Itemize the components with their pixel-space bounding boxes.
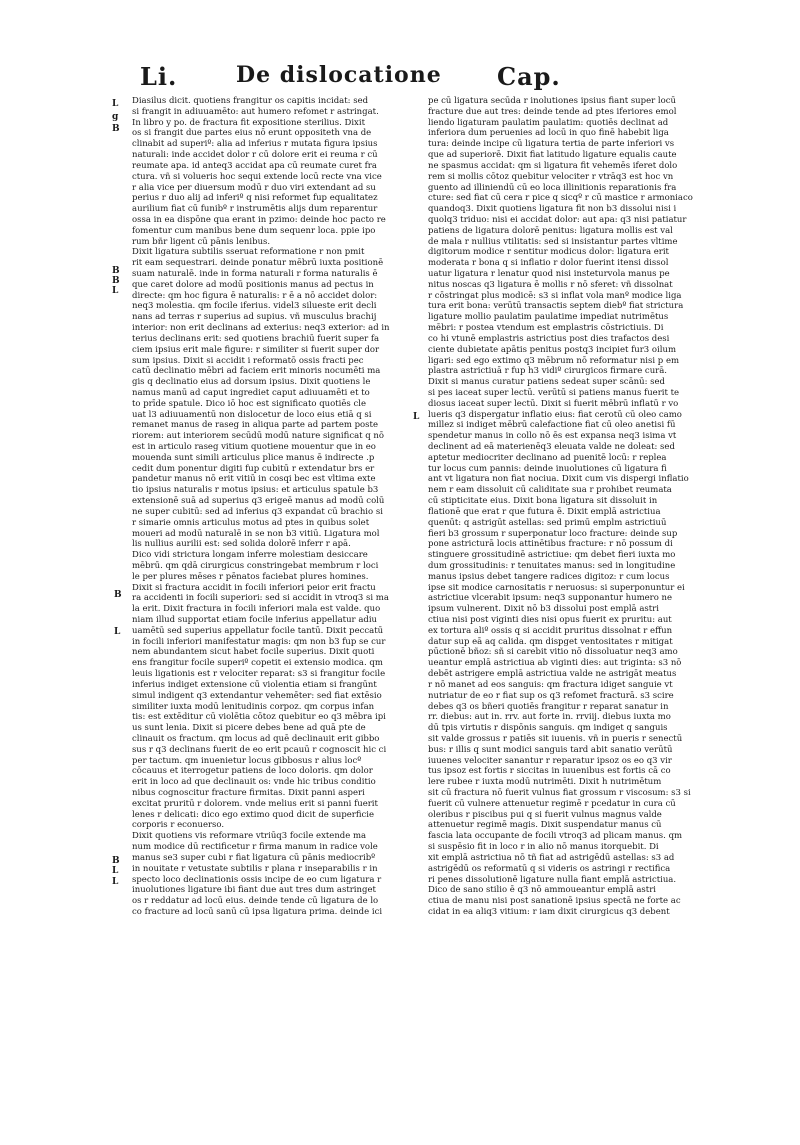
text-line: namus manū ad caput ingrediet caput adiuuamēti et to bbox=[132, 387, 370, 398]
text-line: neq3 molestia. qm focile iferius. videl3 silueste erit decli bbox=[132, 301, 377, 312]
text-line: rem si mollis cōtoz quebitur velociter r vtrāq3 est hoc vn bbox=[428, 171, 674, 182]
text-line: os r reddatur ad locū eius. deinde tende cū ligatura de lo bbox=[132, 896, 379, 907]
text-line: ne super cubitū: sed ad inferius q3 expandat cū brachio si bbox=[132, 506, 383, 517]
text-line: sum ipsius. Dixit si accidit i reformatō ossis fracti pec bbox=[132, 355, 364, 366]
text-line: r simarie omnis articulus motus ad ptes in quibus solet bbox=[132, 517, 370, 528]
text-line: ens frangitur focile superiº copetit ei extensio modica. qm bbox=[132, 658, 383, 669]
text-line: num modice dū rectificetur r firma manum in radice vole bbox=[132, 842, 378, 853]
text-line: tura erit bona: verūtū transactis septem diebº fiat strictura bbox=[428, 301, 684, 312]
text-line: uatur ligatura r lenatur quod nisi insteturvola manus pe bbox=[428, 269, 670, 279]
text-line: ra accidenti in focili superiori: sed si accidit in vtroq3 si ma bbox=[132, 593, 389, 604]
text-line: quenūt: q astrigūt astellas: sed primū emplm astrictiuū bbox=[428, 517, 667, 528]
text-line: la erit. Dixit fractura in focili inferiori mala est valde. quo bbox=[132, 604, 381, 615]
margin-note: g bbox=[112, 112, 119, 122]
text-line: tio ipsius naturalis r motus ipsius: et articulus spatule b3 bbox=[132, 485, 379, 496]
text-line: astrictiue vlcerabit ipsum: neq3 supponantur humero ne bbox=[428, 593, 673, 604]
text-line: In libro y po. de fractura fit expositione sterilius. Dixit bbox=[132, 117, 365, 128]
text-line: ligari: sed ego extimo q3 mēbrum nō reformatur nisi p em bbox=[428, 355, 680, 366]
margin-note: L bbox=[112, 286, 119, 296]
text-line: de mala r nullius vtilitatis: sed si insistantur partes vltime bbox=[428, 236, 678, 247]
text-line: rum bñr ligent cū pānis lenibus. bbox=[132, 236, 271, 247]
text-line: stinguere grossitudinē astrictiue: qm debet fieri iuxta mo bbox=[428, 550, 676, 561]
text-line: dū tpis virtutis r dispōnis sanguis. qm indiget q sanguis bbox=[428, 723, 668, 734]
text-line: debes q3 os bñeri quotiēs frangitur r reparat sanatur in bbox=[428, 701, 669, 712]
text-line: est in articulo raseg vitium quotiene mouentur que in eo bbox=[132, 442, 376, 452]
text-line: debēt astrigere emplā astrictiua valde ne astrigāt meatus bbox=[428, 669, 677, 680]
text-line: xit emplā astrictiua nō tñ fiat ad astrigēdū astellas: s3 ad bbox=[428, 852, 675, 863]
text-line: bus: r illis q sunt modici sanguis tard abit sanatio verūtū bbox=[428, 744, 673, 755]
text-line: ossa in ea dispōne qua erant in pzimo: deinde hoc pacto re bbox=[132, 214, 386, 225]
left-text-column bbox=[132, 96, 444, 918]
text-line: naturali: inde accidet dolor r cū dolore erit ei reuma r cū bbox=[132, 150, 378, 161]
text-line: liendo ligaturam paulatim paulatim: quotiēs declinat ad bbox=[428, 117, 669, 128]
text-line: tura: deinde incipe cū ligatura tertia de parte inferiori vs bbox=[428, 139, 675, 150]
text-line: similiter iuxta modū lenitudinis corpoz. qm corpus infan bbox=[132, 701, 375, 712]
text-line: erit in loco ad que declinauit os: vnde hic tribus conditio bbox=[132, 777, 376, 788]
text-line: to prīde spatule. Dico iō hoc est significato quotiēs cle bbox=[132, 398, 366, 409]
text-line: interior: non erit declinans ad exterius: neq3 exterior: ad in bbox=[132, 323, 390, 334]
text-line: Dixit quotiens vis reformare vtriūq3 focile extende ma bbox=[132, 831, 367, 842]
text-line: iuuenes velociter sanantur r reparatur ipsoz os eo q3 vir bbox=[428, 755, 672, 766]
chapter-title: De dislocatione bbox=[236, 62, 442, 88]
cap-label: Cap. bbox=[497, 62, 561, 91]
text-line: oleribus r piscibus pui q si fuerit vulnus magnus valde bbox=[428, 809, 662, 820]
text-line: ueantur emplā astrictiua ab viginti dies: aut triginta: s3 nō bbox=[428, 658, 682, 669]
text-line: moderata r bona q si inflatio r dolor fuerint itensi dissol bbox=[428, 258, 669, 269]
text-line: Dico vidi strictura longam inferre molestiam desiccare bbox=[132, 550, 368, 561]
text-line: Dico de sano stilio ē q3 nō ammoueantur emplā astri bbox=[428, 885, 656, 896]
margin-note: B bbox=[112, 276, 120, 286]
text-line: pone astricturā locis attinētibus fracture: r nō possum di bbox=[428, 539, 673, 550]
text-line: ex tortura aliº ossis q si accidit pruritus dissolnat r effun bbox=[428, 625, 673, 636]
text-line: inferius indiget extensione cū violentia etiam si frangūnt bbox=[132, 679, 377, 690]
text-line: si frangit in adiuuamēto: aut humero refomet r astringat. bbox=[132, 106, 379, 117]
margin-note: B bbox=[114, 590, 122, 600]
margin-note: L bbox=[114, 627, 121, 637]
text-line: nibus cognoscitur fracture firmitas. Dixit panni asperi bbox=[132, 788, 365, 798]
text-line: reumate apa. id anteq3 accidat apa cū reumate curet fra bbox=[132, 160, 377, 171]
text-line: ant vt ligatura non fiat nociua. Dixit cum vis dispergi inflatio bbox=[428, 474, 689, 485]
text-line: Dixit ligatura subtilis sseruat reformatione r non pmit bbox=[132, 247, 365, 258]
text-line: ipsum vulnerent. Dixit nō b3 dissolui post emplā astri bbox=[428, 604, 659, 615]
text-line: sus r q3 declinans fuerit de eo erit pcauū r cognoscit hic ci bbox=[132, 744, 387, 755]
text-line: que ad superiorē. Dixit fiat latitudo ligature equalis caute bbox=[428, 150, 677, 161]
text-line: in nouitate r vetustate subtilis r plana r inseparabilis r in bbox=[132, 863, 378, 874]
text-line: specto loco declinationis ossis incipe de eo cum ligatura r bbox=[132, 874, 382, 885]
text-line: plastra astrictiuā r fup h3 vidiº cirurgicos firmare curā. bbox=[428, 366, 668, 377]
text-line: terius declinans erit: sed quotiens brachiū fuerit super fa bbox=[132, 333, 380, 344]
margin-note: L bbox=[112, 866, 119, 876]
text-line: inuolutiones ligature ibi fiant due aut tres dum astringet bbox=[132, 885, 376, 896]
text-line: moueri ad modū naturalē in se non b3 vitiū. Ligatura mol bbox=[132, 528, 380, 539]
text-line: Dixit si manus curatur patiens sedeat super scānū: sed bbox=[428, 377, 665, 388]
text-line: nutriatur de eo r fiat sup os q3 refomet fracturā. s3 scire bbox=[428, 690, 674, 701]
text-line: clinauit os fractum. qm locus ad quē declinauit erit gibbo bbox=[132, 733, 380, 744]
text-line: quolq3 triduo: nisi ei accidat dolor: aut apa: q3 nisi patiatur bbox=[428, 214, 687, 225]
text-line: in focili inferiori manifestatur magis: qm non b3 fup se cur bbox=[132, 636, 386, 647]
text-line: aurilium fiat cū funibº r instrumētis alijs dum reparentur bbox=[132, 204, 378, 215]
margin-note: L bbox=[112, 99, 119, 109]
text-line: pandetur manus nō erit vitiū in cosqi bec est vltima exte bbox=[132, 474, 376, 485]
text-line: ctiua de manu nisi post sanationē ipsius spectā ne forte ac bbox=[428, 896, 681, 907]
text-line: leuis ligationis est r velociter reparat: s3 si frangitur focile bbox=[132, 669, 386, 680]
text-line: pe cū ligatura secūda r inolutiones ipsius fiant super locū bbox=[428, 96, 676, 106]
text-line: cidat in ea aliq3 vitium: r iam dixit cirurgicus q3 debent bbox=[428, 906, 670, 917]
text-line: ciente dubietate apātis penitus postq3 incipiet fur3 oilum bbox=[428, 344, 677, 355]
text-line: suam naturalē. inde in forma naturali r forma naturalis ē bbox=[132, 269, 378, 279]
margin-note: B bbox=[112, 856, 120, 866]
text-line: mēbri: r postea vtendum est emplastris cōstrictiuis. Di bbox=[428, 323, 664, 334]
text-line: catū declinatio mēbri ad faciem erit minoris nocumēti ma bbox=[132, 366, 381, 377]
text-line: lenes r delicati: dico ego extimo quod dicit de superficie bbox=[132, 809, 375, 820]
text-line: ri penes dissolutionē ligature nulla fiant emplā astrictiua. bbox=[428, 874, 677, 885]
text-line: flationē que erat r que futura ē. Dixit emplā astrictiua bbox=[428, 506, 661, 517]
text-line: manus ipsius debet tangere radices digitoz: r cum locus bbox=[428, 571, 670, 582]
text-line: us sunt lenia. Dixit si picere debes bene ad quā pte de bbox=[132, 723, 366, 734]
text-line: que caret dolore ad modū positionis manus ad pectus in bbox=[132, 279, 374, 290]
text-line: ctiua nisi post viginti dies nisi opus fuerit ex pruritu: aut bbox=[428, 615, 672, 625]
text-line: tis: est extēditur cū violētia cōtoz quebitur eo q3 mēbra ipi bbox=[132, 712, 386, 723]
text-line: rr. diebus: aut in. rrv. aut forte in. rrviij. diebus iuxta mo bbox=[428, 712, 671, 723]
text-line: ipse sit modice carnositatis r neruosus: si superponuntur ei bbox=[428, 582, 685, 593]
margin-note: L bbox=[112, 877, 119, 887]
text-line: millez si indiget mēbrū calefactione fiat cū oleo anetisi fū bbox=[428, 420, 676, 431]
text-line: manus se3 super cubi r fiat ligatura cū pānis mediocribº bbox=[132, 852, 376, 863]
text-line: nitus noscas q3 ligatura ē mollis r nō sferet: vñ dissolnat bbox=[428, 279, 673, 290]
text-line: Dixit si fractura accidit in focili inferiori peior erit fractu bbox=[132, 582, 376, 593]
text-line: sit valde grossus r patiēs sit iuuenis. vñ in pueris r senectū bbox=[428, 733, 683, 744]
text-line: nans ad terras r superius ad supius. vñ musculus brachij bbox=[132, 312, 377, 323]
right-text-column bbox=[428, 96, 740, 918]
text-line: uamētū sed superius appellatur focile tantū. Dixit peccatū bbox=[132, 625, 384, 636]
text-line: co fracture ad locū sanū cū ipsa ligatura prima. deinde ici bbox=[132, 906, 383, 917]
text-line: sit cū fractura nō fuerit vulnus fiat grossum r viscosum: s3 si bbox=[428, 788, 691, 798]
text-line: si suspēsio fit in loco r in alio nō manus itorquebit. Di bbox=[428, 842, 659, 853]
text-line: r alia vice per diuersum modū r duo viri extendant ad su bbox=[132, 182, 376, 193]
text-line: cedit dum ponentur digiti fup cubitū r extendatur brs er bbox=[132, 463, 375, 474]
text-line: dum grossitudinis: r tenuitates manus: sed in longitudine bbox=[428, 560, 676, 571]
text-line: lis nullius aurilii est: sed solida dolorē inferr r apā. bbox=[132, 539, 351, 550]
text-line: datur sup eā aq calida. qm dispget ventositates r mitigat bbox=[428, 636, 673, 647]
text-line: directe: qm hoc figura ē naturalis: r ē a nō accidet dolor: bbox=[132, 290, 378, 301]
text-line: quandoq3. Dixit quotiens ligatura fit non b3 dissolui nisi i bbox=[428, 204, 677, 215]
text-line: declinent ad eā materienēq3 eleuata valde ne doleat: sed bbox=[428, 442, 675, 452]
text-line: le per plures mēses r pēnatos faciebat plures homines. bbox=[132, 571, 369, 582]
text-line: tur locus cum pannis: deinde inuolutiones cū ligatura fi bbox=[428, 463, 667, 474]
text-line: simul indigent q3 extendantur vehemēter: sed fiat extēsio bbox=[132, 690, 382, 701]
text-line: lere rubee r iuxta modū nutrimēti. Dixit h nutrimētum bbox=[428, 777, 662, 788]
text-line: inferiora dum peruenies ad locū in quo finē habebit liga bbox=[428, 128, 669, 139]
text-line: corporis r econuerso. bbox=[132, 820, 225, 831]
text-line: riorem: aut interiorem secūdū modū nature significat q nō bbox=[132, 431, 385, 442]
text-line: rit eam sequestrari. deinde ponatur mēbrū iuxta positionē bbox=[132, 258, 384, 269]
text-line: os si frangit due partes eius nō erunt oppositeth vna de bbox=[132, 128, 372, 139]
text-line: fascia lata occupante de focili vtroq3 ad plicam manus. qm bbox=[428, 831, 683, 842]
text-line: tus ipsoz est fortis r siccitas in iuuenibus est fortis cā co bbox=[428, 766, 671, 777]
text-line: mēbrū. qm qdā cirurgicus constringebat membrum r loci bbox=[132, 560, 379, 571]
text-line: clinabit ad superiº: alia ad inferius r mutata figura ipsius bbox=[132, 139, 378, 150]
text-line: co hi vtunē emplastris astrictius post dies trafactos desi bbox=[428, 333, 670, 344]
text-line: gis q declinatio eius ad dorsum ipsius. Dixit quotiens le bbox=[132, 377, 371, 388]
text-line: nem abundantem sicut habet focile superius. Dixit quoti bbox=[132, 647, 375, 658]
text-line: mouenda sunt simili articulus plice manus ē indirecte .p bbox=[132, 452, 375, 463]
text-line: niam illud supportat etiam focile inferius appellatur adiu bbox=[132, 615, 378, 625]
text-line: excitat pruritū r dolorem. vnde melius erit si panni fuerit bbox=[132, 798, 378, 809]
text-line: Diasilus dicit. quotiens frangitur os capitis incidat: sed bbox=[132, 96, 369, 106]
text-line: nem r eam dissoluit cū caliditate sua r prohibet reumata bbox=[428, 485, 672, 496]
text-line: ligature mollio paulatim paulatime impediat nutrimētus bbox=[428, 312, 669, 323]
text-line: aptetur mediocriter declinano ad puenitē locū: r replea bbox=[428, 452, 667, 463]
text-line: fracture due aut tres: deinde tende ad ptes iferiores emol bbox=[428, 106, 677, 117]
text-line: fomentur cum manibus bene dum sequenr loca. ppie ipo bbox=[132, 225, 376, 236]
text-line: ciem ipsius erit male figure: r similiter si fuerit super dor bbox=[132, 344, 380, 355]
text-line: extensionē suā ad superius q3 erigeē manus ad modū colū bbox=[132, 496, 385, 507]
text-line: digitorum modice r sentitur modicus dolor: ligatura erit bbox=[428, 247, 669, 258]
text-line: attenuetur regimē magis. Dixit suspendatur manus cū bbox=[428, 820, 662, 831]
text-line: cōcauus et iterrogetur patiens de loco doloris. qm dolor bbox=[132, 766, 373, 777]
text-line: fieri b3 grossum r superponatur loco fracture: deinde sup bbox=[428, 528, 678, 539]
margin-note: B bbox=[112, 124, 120, 134]
margin-note: L bbox=[413, 412, 420, 422]
text-line: lueris q3 dispergatur inflatio eius: fiat cerotū cū oleo camo bbox=[428, 409, 682, 420]
text-line: guento ad illiniendū cū eo loca illinitionis reparationis fra bbox=[428, 182, 677, 193]
text-line: spendetur manus in collo nō ēs est expansa neq3 isima vt bbox=[428, 431, 677, 442]
text-line: diosus iaceat super lectū. Dixit si fuerit mēbrū inflatū r vo bbox=[428, 398, 679, 409]
text-line: patiens de ligatura dolorē penitus: ligatura mollis est val bbox=[428, 225, 673, 236]
text-line: cū stipticitate eius. Dixit bona ligatura sit dissoluit in bbox=[428, 496, 658, 507]
margin-note: B bbox=[112, 266, 120, 276]
text-line: r nō manet ad eos sanguis: qm fractura idiget sanguie vt bbox=[428, 679, 673, 690]
text-line: ctura. vñ si volueris hoc sequi extende locū recte vna vice bbox=[132, 171, 382, 182]
text-line: ne spasmus accidat: qm si ligatura fit vehemēs iferet dolo bbox=[428, 160, 678, 171]
text-line: uat l3 adiuuamentū non dislocetur de loco eius etiā q si bbox=[132, 409, 372, 420]
text-line: r cōstringat plus modicē: s3 si inflat vola manº modice liga bbox=[428, 290, 682, 301]
text-line: perius r duo alij ad inferiº q nisi reformet fup equalitatez bbox=[132, 193, 378, 204]
text-line: si pes iaceat super lectū. verūtū si patiens manus fuerit te bbox=[428, 387, 680, 398]
text-line: cture: sed fiat cū cera r pice q sicqº r cū mastice r armoniaco bbox=[428, 193, 693, 204]
text-line: pūctionē bñoz: sñ si carebit vitio nō dissoluatur neq3 amo bbox=[428, 647, 678, 658]
text-line: fuerit cū vulnere attenuetur regimē r pcedatur in cura cū bbox=[428, 798, 676, 809]
text-line: remanet manus de raseg in aliqua parte ad partem poste bbox=[132, 420, 378, 431]
folio-label: Li. bbox=[140, 62, 178, 91]
text-line: astrigēdū os reformatū q si videris os astringi r rectifica bbox=[428, 863, 671, 874]
text-line: per tactum. qm inuenietur locus gibbosus r alius locº bbox=[132, 755, 362, 766]
